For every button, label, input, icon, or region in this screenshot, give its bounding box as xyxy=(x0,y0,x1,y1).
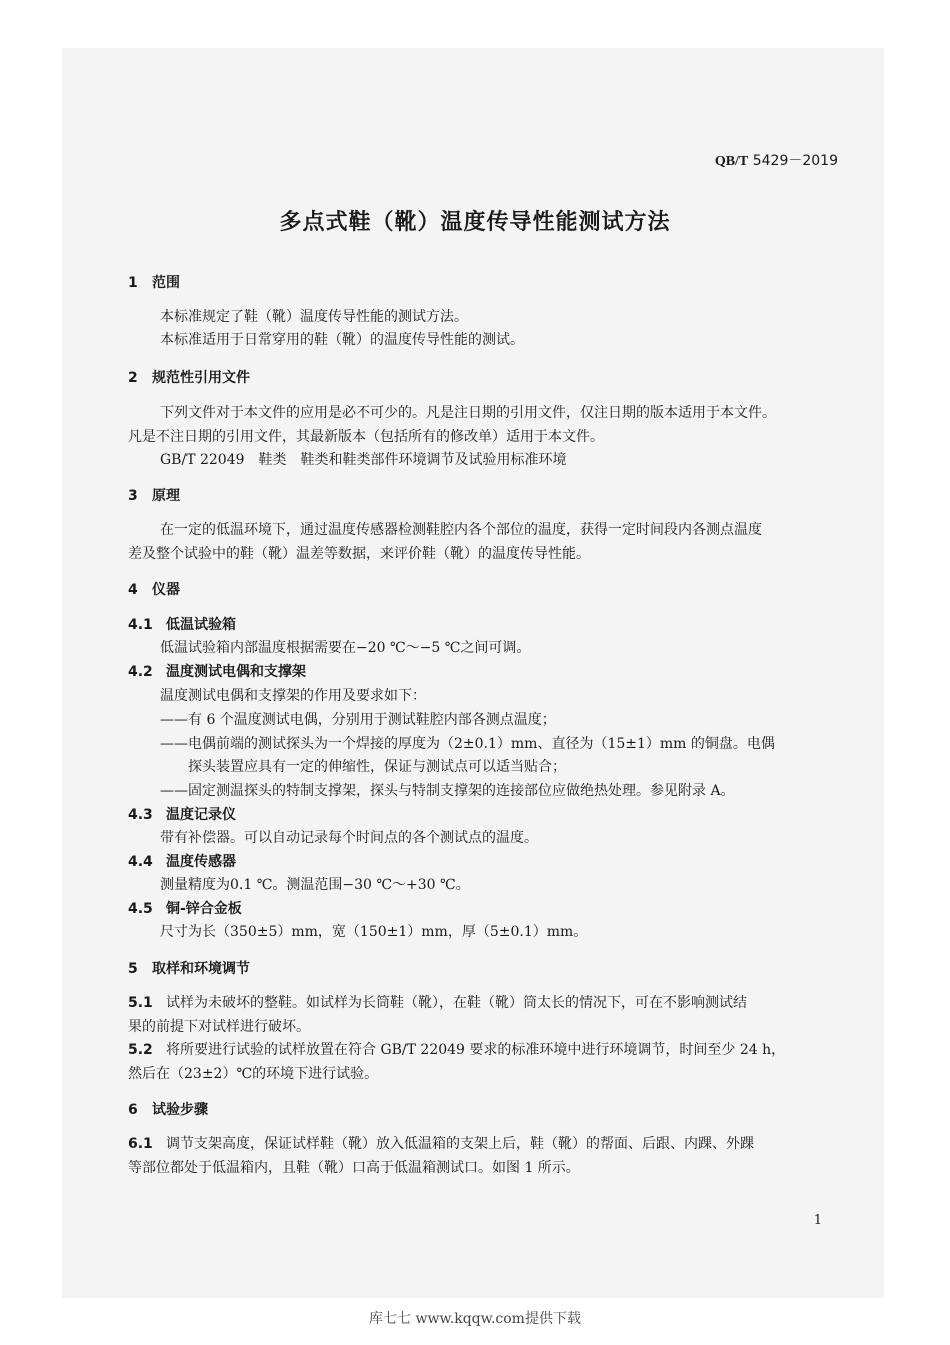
paragraph: 差及整个试验中的鞋（靴）温差等数据，来评价鞋（靴）的温度传导性能。 xyxy=(128,546,590,562)
reference-item: GB/T 22049 鞋类 鞋类和鞋类部件环境调节及试验用标准环境 xyxy=(160,452,567,468)
section-4-3-heading: 4.3 温度记录仪 xyxy=(128,807,236,823)
clause-6-1: 6.1 调节支架高度，保证试样鞋（靴）放入低温箱的支架上后，鞋（靴）的帮面、后跟、内踝、外踝 xyxy=(128,1136,754,1152)
standard-number: QB/T 5429－2019 xyxy=(714,153,838,169)
paragraph: 然后在（23±2）℃的环境下进行试验。 xyxy=(128,1066,379,1082)
paragraph: 带有补偿器。可以自动记录每个时间点的各个测试点的温度。 xyxy=(160,830,538,846)
footer-watermark: 库七七 www.kqqw.com提供下载 xyxy=(369,1311,581,1327)
paragraph: 果的前提下对试样进行破坏。 xyxy=(128,1019,310,1035)
paragraph: 等部位都处于低温箱内，且鞋（靴）口高于低温箱测试口。如图 1 所示。 xyxy=(128,1160,580,1176)
paragraph: 尺寸为长（350±5）mm，宽（150±1）mm，厚（5±0.1）mm。 xyxy=(160,924,588,940)
section-4-2-heading: 4.2 温度测试电偶和支撑架 xyxy=(128,664,306,680)
paragraph: 下列文件对于本文件的应用是必不可少的。凡是注日期的引用文件，仅注日期的版本适用于本文件。 xyxy=(160,405,776,421)
clause-5-1: 5.1 试样为未破坏的整鞋。如试样为长筒鞋（靴），在鞋（靴）筒太长的情况下，可在不影响测试结 xyxy=(128,995,747,1011)
section-5-heading: 5 取样和环境调节 xyxy=(128,961,250,977)
dash-list-item: ——固定测温探头的特制支撑架，探头与特制支撑架的连接部位应做绝热处理。参见附录 A。 xyxy=(160,783,735,799)
dash-list-item-cont: 探头装置应具有一定的伸缩性，保证与测试点可以适当贴合； xyxy=(188,759,566,775)
dash-list-item: ——电偶前端的测试探头为一个焊接的厚度为（2±0.1）mm、直径为（15±1）mm 的铜盘。电偶 xyxy=(160,736,775,752)
page-number: 1 xyxy=(813,1213,822,1228)
clause-5-2: 5.2 将所要进行试验的试样放置在符合 GB/T 22049 要求的标准环境中进行环境调节，时间至少 24 h， xyxy=(128,1042,786,1058)
paragraph: 在一定的低温环境下，通过温度传感器检测鞋腔内各个部位的温度，获得一定时间段内各测点温度 xyxy=(160,522,762,538)
paragraph: 低温试验箱内部温度根据需要在−20 ℃～−5 ℃之间可调。 xyxy=(160,640,531,656)
section-4-5-heading: 4.5 铜-锌合金板 xyxy=(128,901,242,917)
paragraph: 测量精度为0.1 ℃。测温范围−30 ℃～+30 ℃。 xyxy=(160,877,470,893)
dash-list-item: ——有 6 个温度测试电偶，分别用于测试鞋腔内部各测点温度； xyxy=(160,712,556,728)
section-4-heading: 4 仪器 xyxy=(128,582,180,598)
section-6-heading: 6 试验步骤 xyxy=(128,1102,208,1118)
section-4-4-heading: 4.4 温度传感器 xyxy=(128,854,236,870)
section-1-heading: 1 范围 xyxy=(128,275,180,291)
section-4-1-heading: 4.1 低温试验箱 xyxy=(128,617,236,633)
document-title: 多点式鞋（靴）温度传导性能测试方法 xyxy=(279,210,671,235)
paragraph: 凡是不注日期的引用文件，其最新版本（包括所有的修改单）适用于本文件。 xyxy=(128,429,604,445)
paragraph: 本标准适用于日常穿用的鞋（靴）的温度传导性能的测试。 xyxy=(160,332,524,348)
paragraph: 温度测试电偶和支撑架的作用及要求如下： xyxy=(160,688,426,704)
section-2-heading: 2 规范性引用文件 xyxy=(128,370,250,386)
section-3-heading: 3 原理 xyxy=(128,488,180,504)
paragraph: 本标准规定了鞋（靴）温度传导性能的测试方法。 xyxy=(160,309,468,325)
